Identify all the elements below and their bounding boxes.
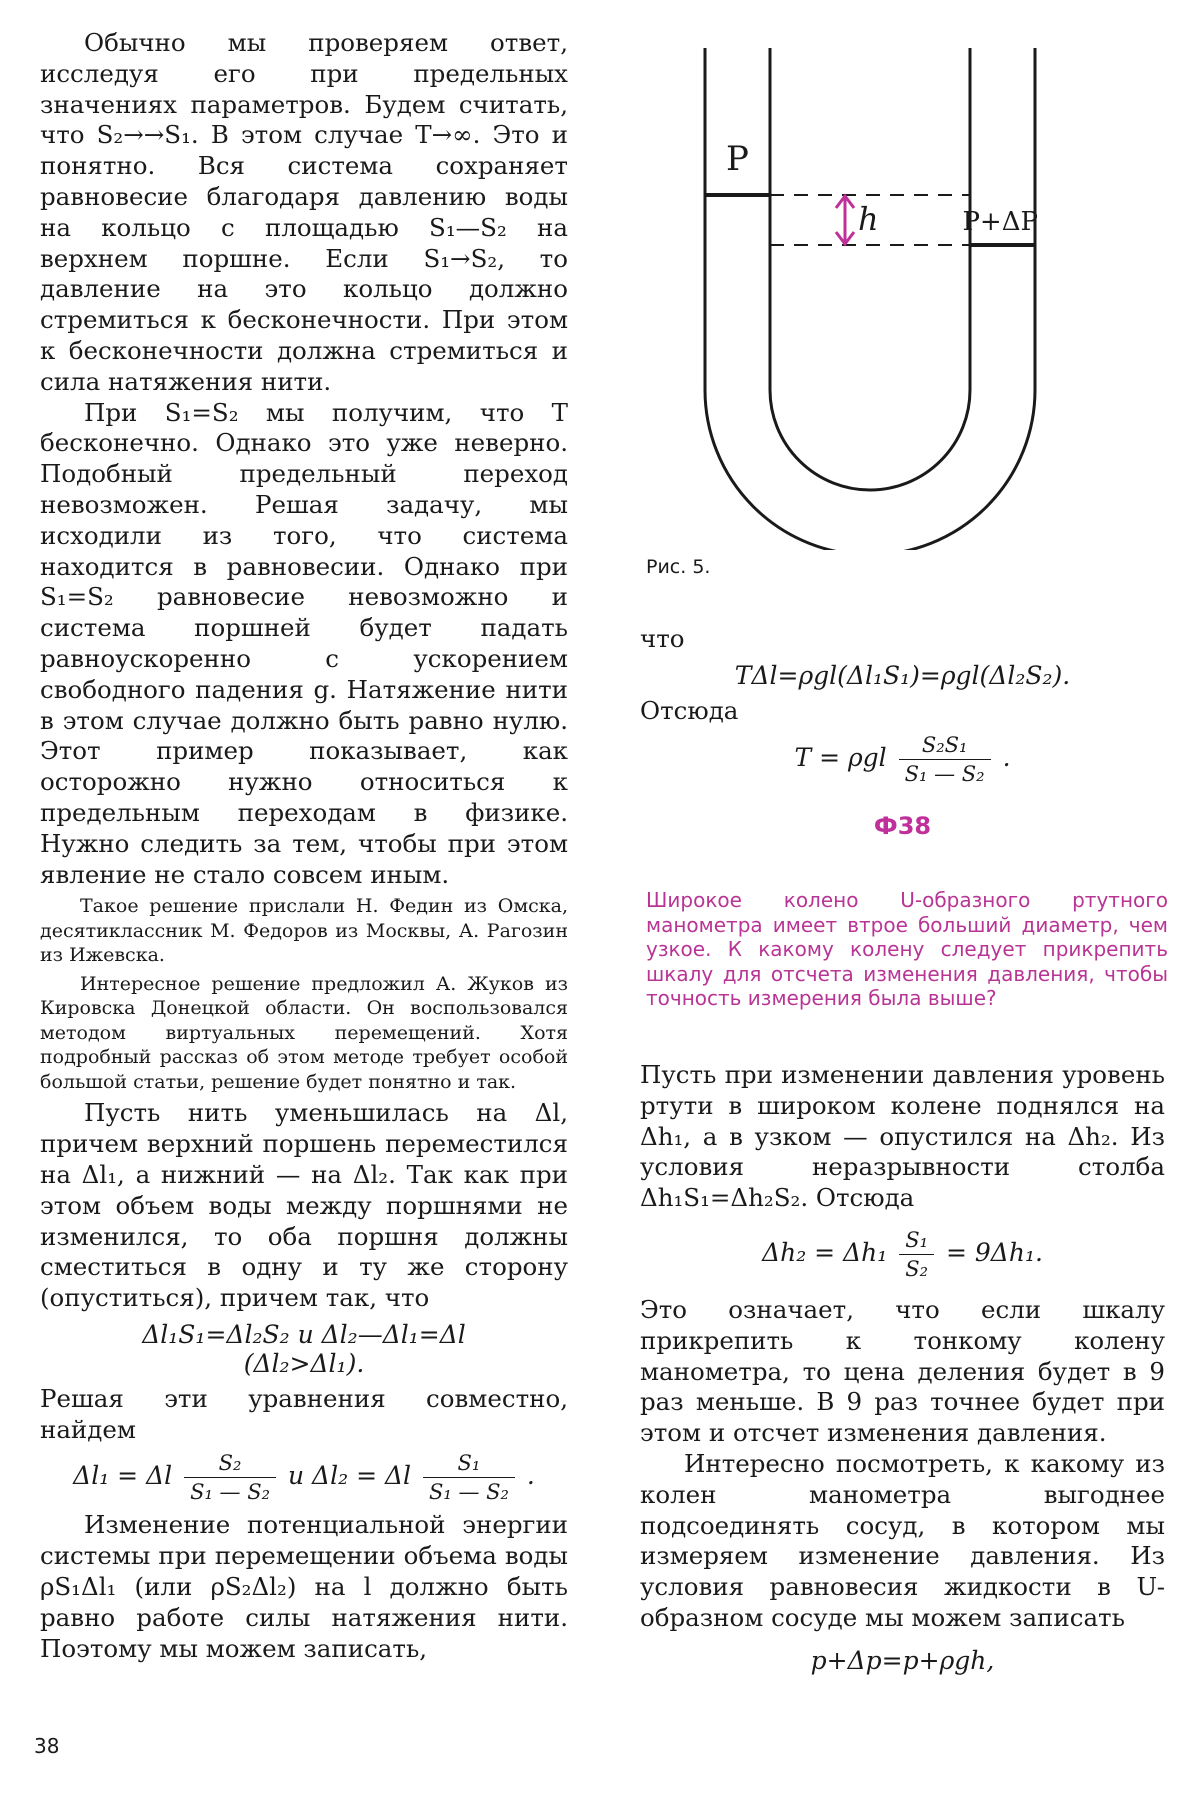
eq2-f1-num: S₂ [184, 1451, 276, 1478]
left-column [40, 28, 568, 1664]
page-number: 38 [34, 1734, 60, 1758]
eq4-lhs: T = ρgl [794, 742, 887, 772]
eq4-num: S₂S₁ [899, 733, 991, 760]
paragraph-energy: Изменение потенциальной энергии системы при перемещении объема воды ρS₁Δl₁ (или ρS₂Δl₂) на l должно быть равно работе силы натяжения нити. Поэтому мы можем записать, [40, 1510, 568, 1663]
eq2-f2-den: S₁ — S₂ [428, 1480, 509, 1505]
equation-tension [640, 733, 1165, 786]
u-tube-inner-wall [770, 48, 970, 490]
equation-work: TΔl=ρgl(Δl₁S₁)=ρgl(Δl₂S₂). [734, 660, 1071, 690]
eq4-end: . [1002, 742, 1011, 772]
paragraph-mercury-levels: Пусть при изменении давления уровень ртути в широком колене поднялся на Δh₁, а в узком — опустился на Δh₂. Из условия неразрывности столба Δh₁S₁=Δh₂S₂. Отсюда [640, 1060, 1165, 1213]
paragraph-solve: Решая эти уравнения совместно, найдем [40, 1383, 568, 1444]
credits-zhukov: Интересное решение предложил А. Жуков из Кировска Донецкой области. Он воспользовался методом виртуальных перемещений. Хотя подробный рассказ об этом методе требует особой большой статьи, решение будет понятно и так. [40, 972, 568, 1093]
problem-statement: Широкое колено U-образного ртутного манометра имеет втрое больший диаметр, чем узкое. К какому колену следует прикрепить шкалу для отсчета изменения давления, чтобы точность измерения была выше? [646, 888, 1168, 1010]
label-h: h [858, 200, 879, 238]
eq4-den: S₁ — S₂ [904, 761, 985, 786]
equation-heights [640, 1228, 1165, 1281]
right-column-solution [640, 1060, 1165, 1681]
credits-solvers: Такое решение прислали Н. Федин из Омска, десятиклассник М. Федоров из Москвы, А. Рагозин из Ижевска. [40, 895, 568, 967]
eq4-fraction [899, 733, 991, 786]
paragraph-equal-areas: При S₁=S₂ мы получим, что T бесконечно. Однако это уже неверно. Подобный предельный переход невозможен. Решая задачу, мы исходили из того, что система находится в равновесии. Однако при S₁=S₂ равновесие невозможно и система поршней будет падать равноускоренно с ускорением свободного падения g. Натяжение нити в этом случае должно быть равно нулю. Этот пример показывает, как осторожно нужно относиться к предельным переходам в физике. Нужно следить за тем, чтобы при этом явление не стало совсем иным. [40, 397, 568, 889]
problem-title: Ф38 [873, 812, 932, 840]
eq2-f2-num: S₁ [423, 1451, 515, 1478]
paragraph-scale-conclusion: Это означает, что если шкалу прикрепить к тонкому колену манометра, то цена деления будет в 9 раз меньше. В 9 раз точнее будет при этом и отсчет изменения давления. [640, 1294, 1165, 1448]
equation-constraints-line1: Δl₁S₁=Δl₂S₂ и Δl₂—Δl₁=Δl [142, 1319, 466, 1349]
eq2-f1-den: S₁ — S₂ [190, 1480, 271, 1505]
equation-constraints [40, 1320, 568, 1378]
eq2-fraction-1 [184, 1451, 276, 1504]
eq5-end: = 9Δh₁. [945, 1237, 1043, 1267]
eq2-end: . [526, 1461, 535, 1491]
eq5-lhs: Δh₂ = Δh₁ [762, 1237, 888, 1267]
equation-displacements [40, 1451, 568, 1504]
equation-equilibrium: p+Δp=p+ρgh, [810, 1645, 995, 1675]
label-p-left: P [726, 139, 749, 179]
h-arrow-icon [836, 196, 854, 244]
word-otsyuda: Отсюда [640, 695, 739, 725]
u-tube-outer-wall [705, 48, 1035, 550]
equation-constraints-line2: (Δl₂>Δl₁). [243, 1348, 365, 1378]
eq2-fraction-2 [423, 1451, 515, 1504]
paragraph-limit-check: Обычно мы проверяем ответ, исследуя его при предельных значениях параметров. Будем считать, что S₂→→S₁. В этом случае T→∞. Это и понятно. Вся система сохраняет равновесие благодаря давлению воды на кольцо с площадью S₁—S₂ на верхнем поршне. Если S₁→S₂, то давление на это кольцо должно стремиться к бесконечности. При этом к бесконечности должна стремиться и сила натяжения нити. [40, 28, 568, 396]
right-column [640, 624, 1165, 792]
eq5-den: S₂ [905, 1256, 929, 1281]
eq5-num: S₁ [899, 1228, 934, 1255]
eq5-fraction [899, 1228, 934, 1281]
eq2-lhs: Δl₁ = Δl [73, 1461, 173, 1491]
eq2-mid: и Δl₂ = Δl [288, 1461, 412, 1491]
figure-caption: Рис. 5. [646, 556, 711, 578]
word-chto: что [640, 624, 685, 653]
paragraph-virtual-displacement: Пусть нить уменьшилась на Δl, причем верхний поршень переместился на Δl₁, а нижний — на Δl₂. Так как при этом объем воды между поршнями не изменился, то оба поршня должны сместиться в одну и ту же сторону (опуститься), причем так, что [40, 1098, 568, 1313]
u-tube-figure [690, 30, 1050, 550]
paragraph-vessel-connection: Интересно посмотреть, к какому из колен манометра выгоднее подсоединять сосуд, в котором мы измеряем изменение давления. Из условия равновесия жидкости в U-образном сосуде мы можем записать [640, 1448, 1165, 1632]
label-p-right: P+ΔP [962, 207, 1038, 237]
